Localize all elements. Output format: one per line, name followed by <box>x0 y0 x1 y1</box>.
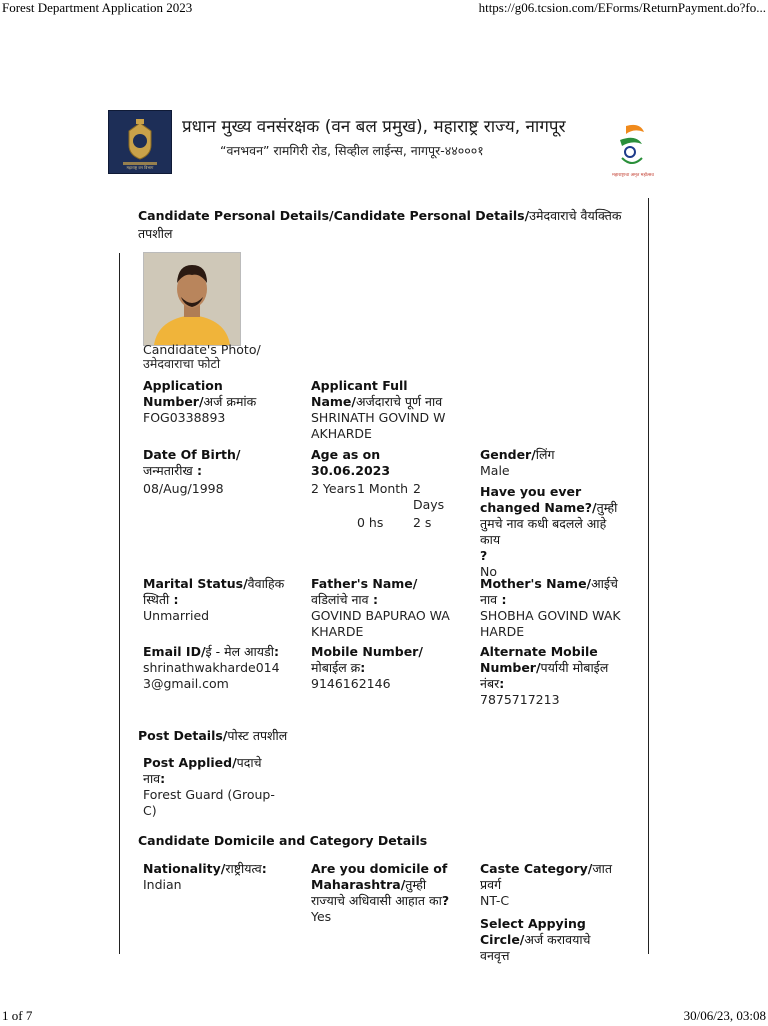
organization-title: प्रधान मुख्य वनसंरक्षक (वन बल प्रमुख), महाराष्ट्र राज्य, नागपूर <box>182 117 566 137</box>
label-father-name: Father's Name/वडिलांचे नाव : <box>311 576 418 607</box>
value-marital-status: Unmarried <box>143 608 210 623</box>
personal-details-heading: Candidate Personal Details/Candidate Personal Details/उमेदवाराचे वैयक्तिक तपशील <box>138 208 622 241</box>
label-post-applied: Post Applied/पदाचे नाव: <box>143 755 262 786</box>
candidate-photo <box>143 252 241 346</box>
department-banner <box>108 110 670 182</box>
value-domicile: Yes <box>311 909 332 924</box>
field-name-change <box>480 484 622 580</box>
right-border <box>648 198 649 954</box>
print-page-title: Forest Department Application 2023 <box>2 0 193 15</box>
value-mobile: 9146162146 <box>311 676 391 691</box>
label-circle: Select Appying Circle/अर्ज करावयाचे वनवृत्त <box>480 916 591 963</box>
logo-caption: महाराष्ट्राचा अमृत महोत्सव <box>612 173 654 178</box>
forest-department-emblem <box>108 110 172 174</box>
organization-address: “वनभवन” रामगिरी रोड, सिव्हील लाईन्स, नागपूर-४४०००१ <box>220 143 484 158</box>
field-marital-status <box>143 576 285 624</box>
field-caste <box>480 861 622 909</box>
label-name-change: Have you ever changed Name?/तुम्ही तुमचे नाव कधी बदलले आहे काय ? <box>480 484 618 563</box>
value-dob: 08/Aug/1998 <box>143 481 224 496</box>
emblem-caption: महाराष्ट्र वन विभाग <box>126 165 154 170</box>
page-counter: 1 of 7 <box>2 1008 33 1023</box>
field-father-name <box>311 576 453 640</box>
value-father-name: GOVIND BAPURAO WAKHARDE <box>311 608 450 639</box>
label-email: Email ID/ई - मेल आयडी: <box>143 644 279 659</box>
value-gender: Male <box>480 463 510 478</box>
label-mother-name: Mother's Name/आईचे नाव : <box>480 576 618 607</box>
field-full-name <box>311 378 453 442</box>
field-gender <box>480 447 622 479</box>
label-full-name: Applicant Full Name/अर्जदाराचे पूर्ण नाव <box>311 378 443 409</box>
field-email <box>143 644 285 692</box>
value-caste: NT-C <box>480 893 510 908</box>
label-mobile: Mobile Number/मोबाईल क्र: <box>311 644 423 675</box>
print-footer <box>0 1008 768 1026</box>
field-application-number <box>143 378 285 426</box>
label-application-number: Application Number/अर्ज क्रमांक <box>143 378 257 409</box>
value-post-applied: Forest Guard (Group-C) <box>143 787 275 818</box>
field-domicile <box>311 861 453 925</box>
value-mother-name: SHOBHA GOVIND WAKHARDE <box>480 608 621 639</box>
field-circle <box>480 916 622 964</box>
print-header <box>0 0 768 18</box>
value-application-number: FOG0338893 <box>143 410 226 425</box>
value-alt-mobile: 7875717213 <box>480 692 560 707</box>
print-url: https://g06.tcsion.com/EForms/ReturnPayment.do?fo... <box>478 0 766 15</box>
value-age: 2 Years 1 Month 2 Days 0 hs 2 s <box>311 481 445 530</box>
label-nationality: Nationality/राष्ट्रीयत्व: <box>143 861 267 876</box>
post-details-heading: Post Details/पोस्ट तपशील <box>138 728 288 743</box>
label-caste: Caste Category/जात प्रवर्ग <box>480 861 612 892</box>
photo-caption: Candidate's Photo/उमेदवाराचा फोटो <box>143 342 261 371</box>
field-dob <box>143 447 285 497</box>
print-datetime: 30/06/23, 03:08 <box>683 1008 766 1023</box>
value-name-change: No <box>480 564 497 579</box>
field-age <box>311 447 453 531</box>
value-nationality: Indian <box>143 877 182 892</box>
field-mobile <box>311 644 453 692</box>
value-email: shrinathwakharde0143@gmail.com <box>143 660 280 691</box>
label-dob: Date Of Birth/जन्मतारीख : <box>143 447 241 478</box>
field-mother-name <box>480 576 622 640</box>
label-marital-status: Marital Status/वैवाहिक स्थिती : <box>143 576 285 607</box>
value-full-name: SHRINATH GOVIND WAKHARDE <box>311 410 446 441</box>
field-alt-mobile <box>480 644 622 708</box>
field-nationality <box>143 861 285 893</box>
amrit-mahotsav-logo <box>596 114 670 180</box>
label-age: Age as on 30.06.2023 <box>311 447 391 478</box>
label-gender: Gender/लिंग <box>480 447 555 462</box>
domicile-heading: Candidate Domicile and Category Details <box>138 833 428 848</box>
left-border <box>119 253 120 954</box>
field-post-applied <box>143 755 285 819</box>
label-domicile: Are you domicile of Maharashtra/तुम्ही राज्याचे अधिवासी आहात का? <box>311 861 450 908</box>
label-alt-mobile: Alternate Mobile Number/पर्यायी मोबाईल नंबर: <box>480 644 609 691</box>
